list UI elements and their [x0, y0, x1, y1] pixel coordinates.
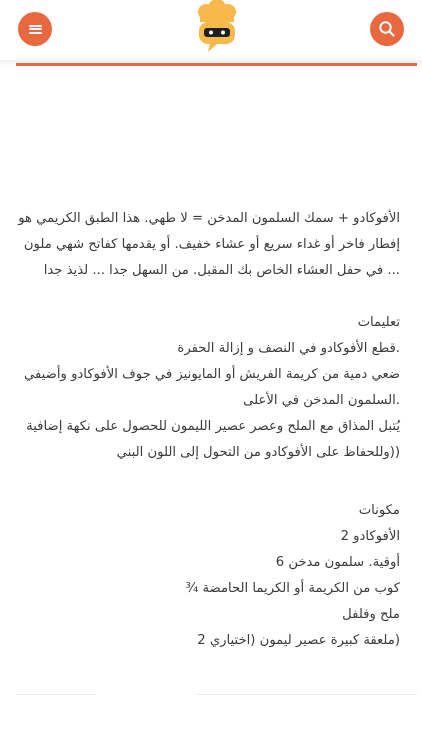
menu-button[interactable]: [18, 12, 52, 46]
intro-line: إفطار فاخر أو غداء سريع أو عشاء خفيف. أو يقدمها كفاتح شهي ملون: [23, 237, 400, 252]
instruction-line: ضعي دمية من كريمة الفريش أو المايونيز في جوف الأفوكادو وأضيفي: [24, 367, 400, 382]
hamburger-menu-icon: [29, 25, 42, 34]
instruction-line: ((وللحفاظ على الأفوكادو من التحول إلى اللون البني: [116, 445, 400, 460]
instruction-line: .قطع الأفوكادو في النصف و إزالة الحفرة: [177, 341, 400, 356]
ingredients-heading: مكونات: [358, 503, 400, 518]
ingredient-item: الأفوكادو 2: [340, 529, 400, 544]
ingredient-item: (ملعقة كبيرة عصير ليمون (اختياري 2: [197, 633, 400, 648]
recipe-article: [16, 206, 400, 654]
intro-line: ... في حفل العشاء الخاص بك المقبل. من السهل جدا ... لذيذ جدا: [43, 263, 400, 278]
ingredient-item: أوقية. سلمون مدخن 6: [275, 555, 400, 570]
bottom-divider-right: [196, 694, 417, 695]
ingredient-item: ملح وفلفل: [342, 607, 400, 622]
top-bar: [0, 0, 422, 60]
instruction-line: .السلمون المدخن في الأعلى: [243, 393, 400, 408]
search-icon: [378, 20, 396, 38]
intro-line: الأفوكادو + سمك السلمون المدخن = لا طهي. هذا الطبق الكريمي هو: [18, 211, 400, 226]
ingredient-item: كوب من الكريمة أو الكريما الحامضة ¾: [185, 581, 400, 596]
bottom-divider-left: [16, 694, 96, 695]
search-button[interactable]: [370, 12, 404, 46]
instructions-heading: تعليمات: [357, 315, 400, 330]
instruction-line: يُتبل المذاق مع الملح وعصر عصير الليمون للحصول على نكهة إضافية: [26, 419, 400, 434]
accent-divider: [16, 63, 417, 66]
chef-hat-chat-logo[interactable]: [192, 0, 242, 56]
